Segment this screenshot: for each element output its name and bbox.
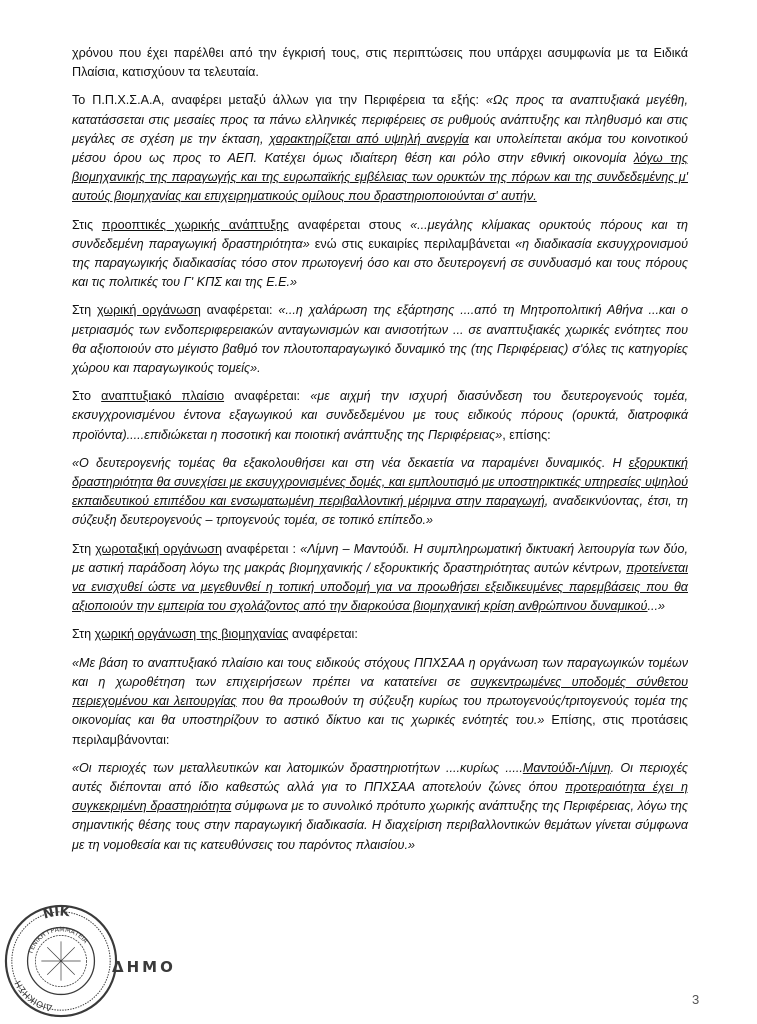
paragraph bbox=[72, 759, 688, 855]
text-run: «...η χαλάρωση της εξάρτησης ....από τη Μητροπολιτική Αθήνα ...και ο μετριασμός των ενδοπεριφερειακών ανταγωνισμών και ανισοτήτων ... σε αναπτυξιακές χωρικές ενότητες που θα αξιοποιούν στο μέγιστο βαθμό τον πλουτοπαραγωγικό δυναμικό της (της Περιφέρειας) σ'όλες τις κατηγορίες χώρου και παραγωγικούς τομείς». bbox=[72, 303, 688, 376]
text-run: , επίσης: bbox=[502, 427, 551, 442]
text-run: Το Π.Π.Χ.Σ.Α.Α, αναφέρει μεταξύ άλλων για την Περιφέρεια τα εξής: bbox=[72, 93, 486, 108]
paragraph bbox=[72, 91, 688, 206]
text-run: Μαντούδι-Λίμνη bbox=[522, 760, 611, 775]
stamp-inner-text: ΓΕΝΙΚΗ ΓΡΑΜΜΑΤΕΙΑ bbox=[26, 925, 90, 955]
text-run: και υπολείπεται ακόμα του κοινοτικού μέσου όρου ως προς το ΑΕΠ. Κατέχει όμως ιδιαίτερη θέση και ρόλο στην εθνική οικονομία bbox=[72, 131, 688, 166]
text-run: . Οι περιοχές αυτές διέπονται από ίδιο καθεστώς αλλά για το ΠΠΧΣΑΑ αποτελούν ζώνες όπου bbox=[72, 760, 688, 794]
text-run: χρόνου που έχει παρέλθει από την έγκρισή τους, στις περιπτώσεις που υπάρχει ασυμφωνία με τα Ειδικά Πλαίσια, κατισχύουν τα τελευταία. bbox=[72, 46, 688, 80]
text-run: συγκεντρωμένες υποδομές σύνθετου περιεχομένου και λειτουργίας bbox=[72, 674, 688, 709]
text-run: Επίσης, στις προτάσεις περιλαμβάνονται: bbox=[72, 713, 688, 747]
text-run: «η διαδικασία εκσυγχρονισμού της παραγωγικής διαδικασίας τόσο στον πρωτογενή όσο και στο δευτερογενή σε συνδυασμό και τους πόρους και τις πολιτικές του Γ' ΚΠΣ και της Ε.Ε.» bbox=[72, 236, 688, 290]
text-run: Στο bbox=[72, 389, 102, 404]
document-body bbox=[72, 44, 688, 864]
stamp-right-text: ΔΗΜΟ bbox=[112, 958, 176, 976]
text-run: χαρακτηρίζεται από υψηλή ανεργία bbox=[269, 131, 469, 146]
text-run: «Ως προς τα αναπτυξιακά μεγέθη, κατατάσσεται στις μεσαίες προς τα πάνω ελληνικές περιφέρειες σε ρυθμούς ανάπτυξης και πληθυσμό και στις μεγάλες σε σχέση με την έκταση, bbox=[72, 93, 689, 146]
stamp-top-text: ΝΙΚ bbox=[41, 904, 71, 923]
text-run: σύμφωνα με το συνολικό πρότυπο χωρικής ανάπτυξης της Περιφέρειας, λόγω της σημαντικής θέσης τους στην παραγωγική διαδικασία. Η διαχείριση περιβαλλοντικών θεμάτων γίνεται σύμφωνα με τη νομοθεσία και τις κατευθύνσεις του παρόντος πλαισίου.» bbox=[72, 799, 689, 852]
text-run: εξορυκτική δραστηριότητα θα συνεχίσει με εκσυγχρονισμένες δομές, και εμπλουτισμό με υποστηρικτικές υπηρεσίες υψηλού εκπαιδευτικού επιπέδου και ενσωματωμένη περιβαλλοντική μέριμνα στην παραγωγή bbox=[72, 455, 688, 509]
paragraph bbox=[72, 654, 688, 750]
text-run: Στη bbox=[72, 303, 98, 318]
svg-text:ΝΙΚ bbox=[42, 905, 72, 923]
paragraph bbox=[72, 454, 688, 531]
text-run: λόγω της βιομηχανικής της παραγωγής και της ευρωπαϊκής εμβέλειας των ορυκτών της πόρων και της συνδεδεμένης μ' αυτούς βιομηχανίας και επιχειρηματικούς ομίλους που δραστηριοποιούνται σ' αυτήν. bbox=[72, 151, 688, 204]
text-run: «Οι περιοχές των μεταλλευτικών και λατομικών δραστηριοτήτων ....κυρίως ..... bbox=[72, 760, 523, 775]
paragraph bbox=[72, 540, 688, 617]
paragraph bbox=[72, 387, 688, 445]
paragraph bbox=[72, 216, 688, 293]
paragraph bbox=[72, 625, 688, 644]
text-run: αναφέρεται: bbox=[288, 627, 358, 642]
text-run: που θα προωθούν τη σύζευξη κυρίως του πρωτογενούς/τριτογενούς τομέα της οικονομίας και θα υποστηρίζουν το αστικό δίκτυο και τις χωρικές ενότητές του.» bbox=[72, 694, 688, 728]
official-seal-stamp bbox=[2, 902, 120, 1020]
text-run: αναφέρεται: bbox=[224, 389, 311, 404]
text-run: «με αιχμή την ισχυρή διασύνδεση του δευτερογενούς τομέα, εκσυγχρονισμένου έντονα εξαγωγικού και συνδεδεμένου με τους ειδικούς πόρους (ορυκτά, διατροφικά προϊόντα).....επιδιώκεται η ποσοτική και ποιοτική ανάπτυξης της Περιφέρειας» bbox=[72, 389, 688, 442]
text-run: «...μεγάλης κλίμακας ορυκτούς πόρους και τη συνδεδεμένη παραγωγική δραστηριότητα» bbox=[72, 217, 689, 251]
text-run: αναπτυξιακό πλαίσιο bbox=[101, 389, 225, 404]
text-run: χωροταξική οργάνωση bbox=[95, 541, 222, 556]
text-run: χωρική οργάνωση της βιομηχανίας bbox=[94, 627, 289, 642]
text-run: αναφέρεται: bbox=[200, 303, 279, 318]
page-number: 3 bbox=[692, 992, 700, 1007]
text-run: , αναδεικνύοντας, έτσι, τη σύζευξη δευτερογενούς – τριτογενούς τομέα, σε τοπικό επίπεδο.» bbox=[72, 494, 688, 528]
text-run: ...» bbox=[647, 599, 666, 614]
text-run: Στη bbox=[72, 627, 95, 642]
text-run: «Με βάση το αναπτυξιακό πλαίσιο και τους ειδικούς στόχους ΠΠΧΣΑΑ η οργάνωση των παραγωγικών τομέων και η χωροθέτηση των επιχειρήσεων πρέπει να κατατείνει σε bbox=[72, 655, 688, 689]
text-run: «Ο δευτερογενής τομέας θα εξακολουθήσει και στη νέα δεκαετία να παραμένει δυναμικός. Η bbox=[72, 455, 629, 470]
svg-text:ΓΕΝΙΚΗ ΓΡΑΜΜΑΤΕΙΑ bbox=[27, 925, 90, 954]
text-run: Στις bbox=[72, 217, 102, 232]
svg-text:ΔΙΟΙΚΗΣΗ bbox=[14, 978, 54, 1012]
paragraph bbox=[72, 301, 688, 378]
text-run: αναφέρεται : bbox=[221, 541, 301, 556]
text-run: Στη bbox=[72, 541, 96, 556]
text-run: αναφέρεται στους bbox=[289, 217, 411, 232]
text-run: ενώ στις ευκαιρίες περιλαμβάνεται bbox=[309, 236, 516, 251]
text-run: προτείνεται να ενισχυθεί ώστε να μεγεθυνθεί η τοπική υποδομή για να προωθήσει εξειδικευμένες παρεμβάσεις που θα αξιοποιούν την εμπειρία του σχολάζοντος από την διαρκούσα βιομηχανική κρίση ανθρώπινου δυναμικού bbox=[72, 560, 688, 614]
text-run: χωρική οργάνωση bbox=[97, 303, 201, 318]
text-run: προτεραιότητα έχει η συγκεκριμένη δραστηριότητα bbox=[72, 779, 688, 814]
text-run: «Λίμνη – Μαντούδι. Η συμπληρωματική δικτυακή λειτουργία των δύο, με αστική παράδοση λόγω της μακράς βιομηχανικής / εξορυκτικής δραστηριότητας αυτών κέντρων, bbox=[72, 541, 688, 575]
stamp-left-text: ΔΙΟΙΚΗΣΗ bbox=[13, 978, 54, 1013]
paragraph bbox=[72, 44, 688, 82]
text-run: προοπτικές χωρικής ανάπτυξης bbox=[101, 217, 289, 232]
